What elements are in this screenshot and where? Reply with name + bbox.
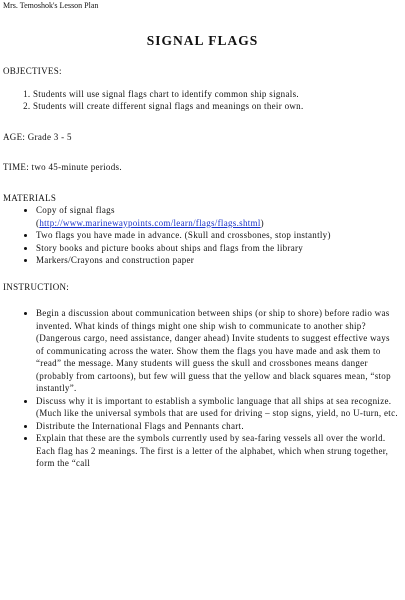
instruction-heading: INSTRUCTION:	[3, 281, 70, 292]
instruction-list	[3, 307, 399, 470]
list-item: • Story books and picture books about ships and flags from the library	[36, 242, 399, 255]
list-item: • Markers/Crayons and construction paper	[36, 254, 399, 267]
material-text: Copy of signal flags	[36, 205, 115, 215]
objectives-list	[3, 88, 399, 113]
materials-heading: MATERIALS	[3, 192, 57, 203]
page-title: SIGNAL FLAGS	[146, 33, 259, 48]
materials-list	[3, 204, 399, 267]
list-item: • Distribute the International Flags and Pennants chart.	[36, 420, 399, 433]
page-header: Mrs. Temoshok's Lesson Plan	[3, 1, 99, 10]
objectives-heading: OBJECTIVES:	[3, 66, 62, 76]
list-item: • Discuss why it is important to establish a symbolic language that all ships at sea recognize. (Much like the universal symbols that are used for driving – stop signs, yield, no U-turn, etc.	[36, 395, 399, 420]
list-item: • Explain that these are the symbols currently used by sea-faring vessels all over the world. Each flag has 2 meanings. The first is a letter of the alphabet, which when strung together, form the “call	[36, 432, 399, 470]
document-body	[3, 65, 399, 470]
list-item: • Begin a discussion about communication between ships (or ship to shore) before radio was invented. What kinds of things might one ship wish to communicate to another ship? (Dangerous cargo, need assistance, danger ahead) Invite students to suggest effective ways of communicating across the water. Show them the flags you have made and ask them to “read” the message. Many students will guess the skull and crossbones means danger (probably from cartoons), but few will guess that the yellow and black squares mean, “stop instantly”.	[36, 307, 399, 395]
age-line: AGE: Grade 3 - 5	[3, 131, 72, 142]
link-paren-open: (	[36, 217, 40, 228]
signal-flags-link[interactable]: http://www.marinewaypoints.com/learn/flags/flags.shtml	[39, 217, 261, 228]
list-item: 1. Students will use signal flags chart to identify common ship signals.	[33, 88, 399, 101]
list-item: 2. Students will create different signal flags and meanings on their own.	[33, 100, 399, 113]
list-item: • Two flags you have made in advance. (Skull and crossbones, stop instantly)	[36, 229, 399, 242]
list-item	[36, 204, 399, 229]
link-paren-close: )	[260, 217, 264, 228]
time-line: TIME: two 45-minute periods.	[3, 162, 122, 172]
